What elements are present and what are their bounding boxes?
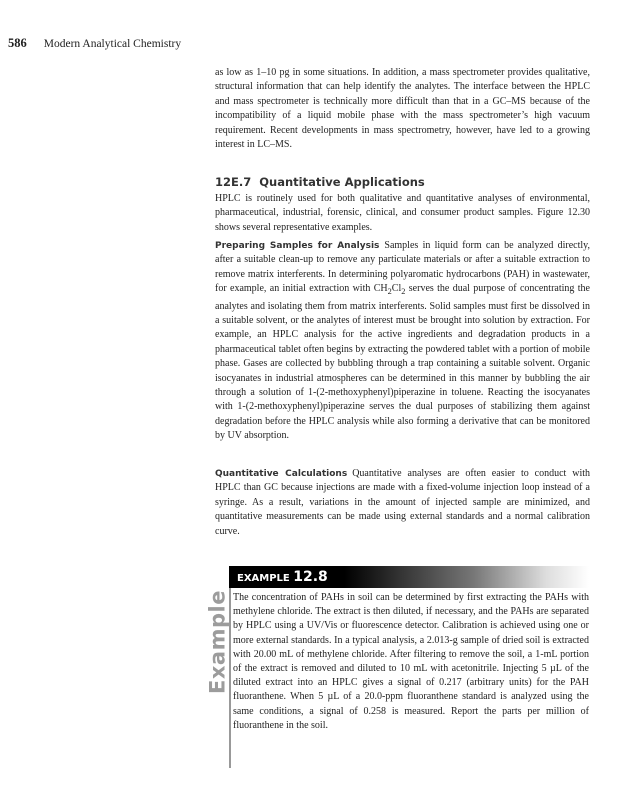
example-title-bar xyxy=(229,566,589,588)
formula-cl: Cl xyxy=(391,283,402,295)
section-heading xyxy=(215,175,425,189)
example-side-word: Example xyxy=(205,590,230,694)
formula-c: CH xyxy=(373,283,388,295)
formula-sub-2: 2 xyxy=(401,287,406,297)
example-number: 12.8 xyxy=(293,569,328,585)
example-side-label xyxy=(200,572,230,727)
section-intro-paragraph: HPLC is routinely used for both qualitative and quantitative analyses of environmental, pharmaceutical, industrial, forensic, clinical, and consumer product samples. Figure 12.30 shows several representative examples. xyxy=(215,193,590,233)
calculations-text: Quantitative analyses are often easier to conduct with HPLC than GC because injections are made with a fixed-volume injection loop instead of a syringe. As a result, variations in the amount of injected sample are minimized, and quantitative measurements can be made using external standards and a normal calibration curve. xyxy=(215,468,590,537)
quantitative-calculations-paragraph xyxy=(215,467,590,539)
example-title xyxy=(237,569,328,585)
example-label: EXAMPLE xyxy=(237,573,290,584)
formula-sub-1: 2 xyxy=(387,287,392,297)
example-rule xyxy=(229,588,231,768)
intro-paragraph: as low as 1–10 pg in some situations. In addition, a mass spectrometer provides qualitative, structural information that can help identify the analytes. The interface between the HPLC and mass spectrometer is technically more difficult than that in a GC–MS because of the incompatibility of a liquid mobile phase with the mass spectrometer’s high vacuum requirement. Recent developments in mass spectrometry, however, have led to a growing interest in LC–MS. xyxy=(215,67,590,151)
section-number: 12E.7 xyxy=(215,175,252,189)
preparing-samples-heading: Preparing Samples for Analysis xyxy=(215,241,380,251)
quantitative-calculations-heading: Quantitative Calculations xyxy=(215,469,348,479)
preparing-samples-paragraph xyxy=(215,239,590,444)
section-title: Quantitative Applications xyxy=(259,175,425,189)
preparing-text-a: Samples in liquid form can be analyzed directly, after a suitable clean-up to remove any particulate materials or after a suitable extraction to remove matrix interferents. In determining polyaromatic hydrocarbons (PAH) in wastewater, for example, an initial extraction with xyxy=(215,240,590,295)
running-header xyxy=(8,36,181,51)
preparing-text-b: serves the dual purpose of concentrating the analytes and isolating them from matrix interferents. Solid samples must first be dissolved in a suitable solvent, or the analytes of interest must be brought into solution by extraction. For example, an HPLC analysis for the active ingredients and degradation products in a pharmaceutical tablet often begins by extracting the powdered tablet with a portion of mobile phase. Gases are collected by bubbling through a trap containing a suitable solvent. Organic isocyanates in industrial atmospheres can be determined in this manner by bubbling the air through a solution of 1-(2-methoxyphenyl)piperazine in toluene. Reacting the isocyanates with 1-(2-methoxyphenyl)piperazine serves the dual purposes of stabilizing them against degradation before the HPLC analysis while also forming a derivative that can be monitored by UV absorption. xyxy=(215,283,590,442)
page-number: 586 xyxy=(8,36,27,50)
example-text: The concentration of PAHs in soil can be determined by first extracting the PAHs with methylene chloride. The extract is then diluted, if necessary, and the PAHs are separated by HPLC using a UV/Vis or fluorescence detector. Calibration is achieved using one or more external standards. In a typical analysis, a 2.013-g sample of dried soil is extracted with 20.00 mL of methylene chloride. After filtering to remove the soil, a 1-mL portion of the extract is removed and diluted to 10 mL with acetonitrile. Injecting 5 µL of the diluted extract into an HPLC gives a signal of 0.217 (arbitrary units) for the PAH fluoranthene. When 5 µL of a 20.0-ppm fluoranthene standard is analyzed using the same conditions, a signal of 0.258 is measured. Report the parts per million of fluoranthene in the soil. xyxy=(233,592,589,731)
running-title: Modern Analytical Chemistry xyxy=(43,38,182,50)
